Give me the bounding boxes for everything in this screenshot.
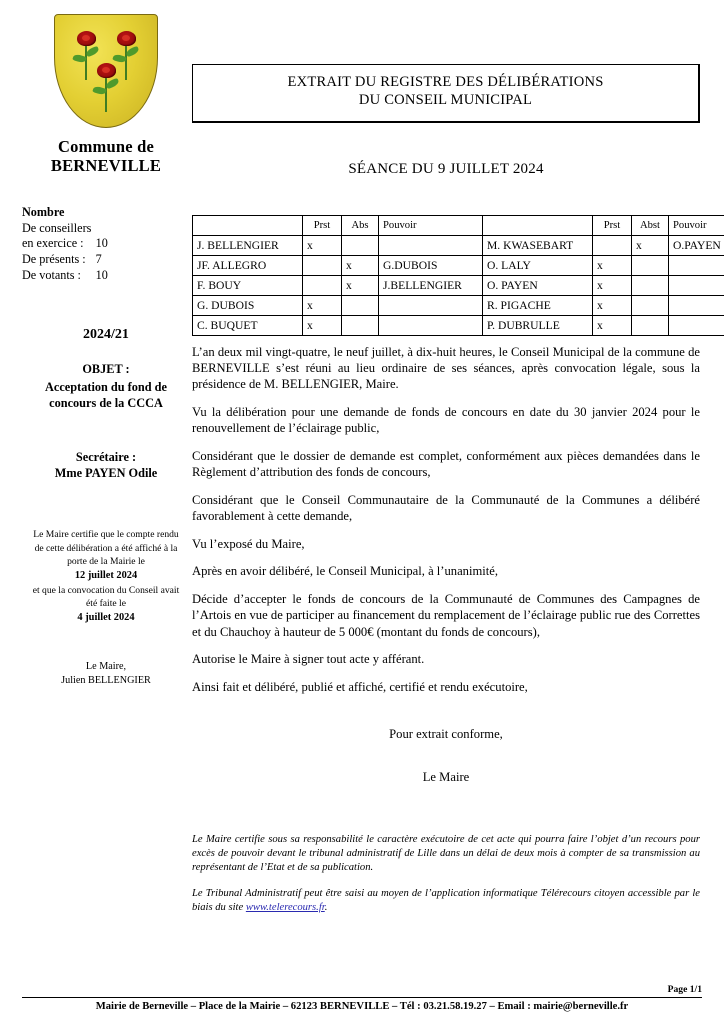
table-row (193, 295, 724, 315)
absent-mark: x (342, 255, 379, 275)
attendance-table (192, 215, 724, 336)
absent-mark (632, 255, 669, 275)
body-paragraph: Vu l’exposé du Maire, (192, 536, 305, 551)
proxy-name (379, 315, 483, 335)
present-mark (303, 255, 342, 275)
nombre-row (22, 268, 130, 284)
page-number: Page 1/1 (667, 984, 702, 995)
present-mark (593, 235, 632, 255)
absent-mark: x (632, 235, 669, 255)
mayor-signature-block (22, 660, 190, 688)
absent-mark (632, 295, 669, 315)
councillor-name: C. BUQUET (193, 315, 303, 335)
proxy-name (669, 255, 724, 275)
table-row (193, 235, 724, 255)
absent-mark (632, 315, 669, 335)
header-abst-right: Abst (632, 215, 669, 235)
councillor-name: F. BOUY (193, 275, 303, 295)
present-mark: x (593, 315, 632, 335)
secretary-name: Mme PAYEN Odile (54, 466, 158, 481)
pour-extrait-conforme: Pour extrait conforme, (389, 727, 503, 742)
deliberation-body (192, 344, 700, 696)
header-prst-right: Prst (593, 215, 632, 235)
nombre-row (22, 252, 130, 268)
councillor-name: P. DUBRULLE (483, 315, 593, 335)
nombre-value: 10 (95, 267, 108, 282)
deliberation-number: 2024/21 (83, 327, 129, 343)
rose-icon (91, 63, 121, 115)
certification-date2: 4 juillet 2024 (77, 612, 135, 624)
header-pouvoir-right: Pouvoir (669, 215, 724, 235)
coat-of-arms-icon (54, 14, 158, 128)
councillor-name: JF. ALLEGRO (193, 255, 303, 275)
footer-contact: Mairie de Berneville – Place de la Mairie – 62123 BERNEVILLE – Tél : 03.21.58.19.27 – Email : mairie@berneville.fr (95, 1001, 629, 1012)
commune-name-line2: BERNEVILLE (50, 156, 162, 176)
document-title-line2: DU CONSEIL MUNICIPAL (358, 91, 533, 108)
document-title-line1: EXTRAIT DU REGISTRE DES DÉLIBÉRATIONS (287, 74, 604, 90)
legal-notice-text-after: . (324, 902, 328, 914)
body-paragraph: L’an deux mil vingt-quatre, le neuf juillet, à dix-huit heures, le Conseil Municipal de la commune de BERNEVILLE s’est réuni au lieu ordinaire de ses séances, après convocation légale, sous la présidence de M. BELLENGIER, Maire. (192, 344, 700, 392)
certification-part2: et que la convocation du Conseil avait été faite le (32, 584, 180, 610)
present-mark: x (593, 255, 632, 275)
nombre-heading: Nombre (22, 205, 65, 220)
legal-notice (192, 833, 700, 915)
table-row (193, 255, 724, 275)
main-content (192, 14, 721, 927)
nombre-value: 10 (95, 236, 108, 251)
body-paragraph: Autorise le Maire à signer tout acte y afférant. (192, 652, 425, 667)
le-maire-label: Le Maire (422, 770, 470, 785)
legal-notice-paragraph-2 (192, 887, 700, 915)
table-row (193, 315, 724, 335)
body-paragraph: Considérant que le dossier de demande est complet, conformément aux pièces demandées dans le Règlement d’attribution des fonds de concours, (192, 448, 700, 479)
legal-notice-text-before: Le Tribunal Administratif peut être saisi au moyen de l’application informatique Télérecours citoyen accessible par le biais du site (192, 888, 700, 914)
nombre-label: De présents : (22, 252, 86, 267)
nombre-row (22, 236, 130, 252)
proxy-name: G.DUBOIS (379, 255, 483, 275)
present-mark: x (303, 295, 342, 315)
commune-name (22, 137, 190, 175)
table-row (193, 275, 724, 295)
nombre-subheading: De conseillers (22, 220, 92, 235)
proxy-name (669, 315, 724, 335)
councillor-name: O. PAYEN (483, 275, 593, 295)
councillor-name: G. DUBOIS (193, 295, 303, 315)
proxy-name (669, 295, 724, 315)
nombre-label: en exercice : (22, 236, 84, 251)
councillor-name: R. PIGACHE (483, 295, 593, 315)
body-paragraph: Après en avoir délibéré, le Conseil Municipal, à l’unanimité, (192, 564, 499, 579)
nombre-table (22, 236, 130, 283)
objet-title: OBJET : (82, 362, 130, 377)
absent-mark (342, 315, 379, 335)
nombre-value: 7 (95, 252, 102, 267)
nombre-label: De votants : (22, 267, 81, 282)
objet-block (22, 362, 190, 412)
proxy-name: J.BELLENGIER (379, 275, 483, 295)
proxy-name: O.PAYEN (669, 235, 724, 255)
page-footer (22, 984, 702, 1012)
present-mark (303, 275, 342, 295)
absent-mark (342, 235, 379, 255)
attendance-header-row (193, 215, 724, 235)
header-name-right (483, 215, 593, 235)
body-paragraph: Considérant que le Conseil Communautaire de la Communauté de la Communes a délibéré favorablement à cette demande, (192, 492, 700, 523)
objet-text: Acceptation du fond de concours de la CCCA (45, 380, 167, 411)
councillor-name: M. KWASEBART (483, 235, 593, 255)
absent-mark (342, 295, 379, 315)
telerecours-link[interactable]: www.telerecours.fr (245, 902, 325, 914)
proxy-name (379, 235, 483, 255)
commune-name-line1: Commune de (58, 137, 154, 156)
legal-notice-paragraph-1: Le Maire certifie sous sa responsabilité le caractère exécutoire de cet acte qui pourra faire l’objet d’un recours pour excès de pouvoir devant le tribunal administratif de Lille dans un délai de deux mois à compter de sa transmission au représentant de l’Etat et de sa publication. (192, 834, 700, 874)
sidebar (22, 14, 190, 687)
header-name-left (193, 215, 303, 235)
body-paragraph: Ainsi fait et délibéré, publié et affiché, certifié et rendu exécutoire, (192, 680, 528, 695)
councillor-name: O. LALY (483, 255, 593, 275)
certification-block (22, 528, 190, 626)
councillor-name: J. BELLENGIER (193, 235, 303, 255)
present-mark: x (593, 295, 632, 315)
secretary-block (22, 450, 190, 482)
secretary-title: Secrétaire : (75, 450, 137, 465)
certification-date1: 12 juillet 2024 (74, 570, 138, 582)
session-date-heading: SÉANCE DU 9 JUILLET 2024 (348, 160, 544, 177)
councillor-count-block (22, 205, 190, 283)
header-pouvoir-left: Pouvoir (379, 215, 483, 235)
document-title-box (192, 64, 700, 123)
footer-divider (22, 997, 702, 998)
certification-part1: Le Maire certifie que le compte rendu de cette délibération a été affiché à la porte de la Mairie le (33, 529, 179, 568)
proxy-name (379, 295, 483, 315)
header-prst-left: Prst (303, 215, 342, 235)
present-mark: x (593, 275, 632, 295)
body-paragraph: Décide d’accepter le fonds de concours de la Communauté de Communes des Campagnes de l’Artois en vue de participer au financement du remplacement de l’éclairage public rue des Correttes et du Chauchoy à hauteur de 5 000€ (montant du fonds de concours), (192, 592, 700, 639)
mayor-signature-title: Le Maire, (85, 660, 127, 672)
absent-mark (632, 275, 669, 295)
present-mark: x (303, 235, 342, 255)
mayor-signature-name: Julien BELLENGIER (61, 674, 151, 686)
body-paragraph: Vu la délibération pour une demande de fonds de concours en date du 30 janvier 2024 pour le renouvellement de l’éclairage public, (192, 404, 700, 436)
present-mark: x (303, 315, 342, 335)
crest-container (22, 14, 190, 133)
header-abs-left: Abs (342, 215, 379, 235)
absent-mark: x (342, 275, 379, 295)
proxy-name (669, 275, 724, 295)
